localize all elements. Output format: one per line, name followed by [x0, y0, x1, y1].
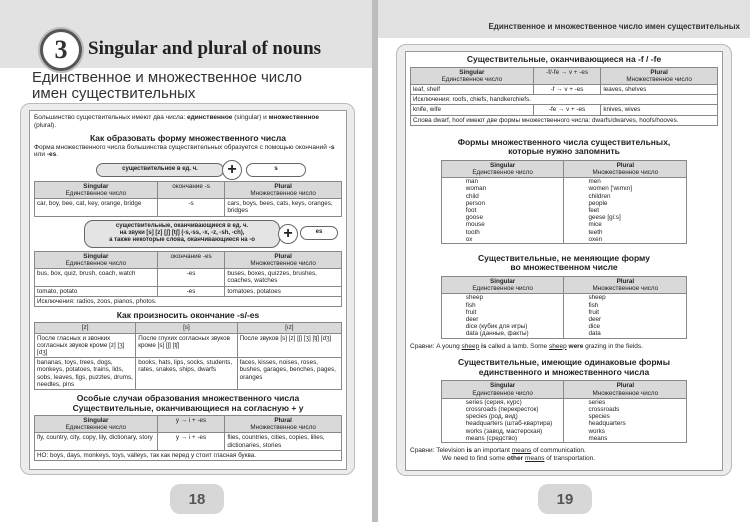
heading-same-1: Существительные, не меняющие форму	[478, 252, 650, 263]
content-inner	[405, 51, 723, 471]
cell-singular: species (род, вид)	[441, 413, 564, 420]
heading-irregular-1: Формы множественного числа существительных,	[457, 136, 671, 147]
table-irregular	[441, 160, 687, 244]
irregular-rows	[441, 178, 686, 244]
chapter-number: 3	[54, 35, 68, 64]
table-row	[441, 229, 686, 236]
th-singular: Singular	[83, 252, 109, 260]
table-row	[441, 323, 686, 330]
page-number-left: 18	[170, 484, 224, 514]
cell-ending: -es	[157, 269, 225, 286]
cell-singular: series (серия, курс)	[441, 398, 564, 406]
table-row	[35, 286, 342, 296]
compare-1-word-2: sheep	[548, 342, 567, 350]
content-panel	[396, 44, 732, 476]
intro-pre: Большинство существительных имеют два числа:	[34, 114, 187, 121]
compare-1-label: Сравни:	[410, 342, 435, 350]
th-s: [s]	[136, 323, 237, 333]
right-page	[378, 0, 750, 522]
cell-singular: tooth	[441, 229, 564, 236]
cell-singular: child	[441, 193, 564, 200]
content-panel	[20, 103, 355, 475]
form-text-pre: Форма множественного числа большинства существительных образуется с помощью окончаний	[34, 143, 329, 151]
cell-plural: oxen	[564, 236, 687, 244]
cell-plural: fish	[564, 302, 687, 309]
table-row	[411, 84, 718, 94]
th-singular: Singular	[490, 382, 516, 390]
table-row	[441, 428, 686, 435]
cell-plural: works	[564, 428, 687, 435]
heading-form: Как образовать форму множественного числа	[90, 133, 286, 144]
cell-plural: mice	[564, 221, 687, 228]
heading-both-1: Существительные, имеющие одинаковые формы	[458, 357, 670, 368]
table-y-ending	[34, 415, 342, 461]
compare-1-verb-2: were	[568, 342, 584, 350]
th-singular: Singular	[490, 161, 516, 169]
cell-plural: geese [gi:s]	[564, 214, 687, 221]
th-singular: Singular	[83, 182, 109, 190]
th-rule: y → i + -es	[157, 416, 225, 433]
compare-1-verb-1: is	[481, 342, 487, 350]
cell-rule: После гласных и звонких согласных звуков кроме [z] [ʒ] [dʒ]	[35, 333, 136, 358]
cell-ending: -es	[157, 286, 225, 296]
heading-f-fe: Существительные, оканчивающиеся на -f / -fe	[466, 54, 662, 64]
th-z: [z]	[35, 323, 136, 333]
cell-singular: sheep	[441, 294, 564, 302]
table-row	[35, 433, 342, 450]
compare-1-c: grazing in the fields.	[583, 342, 643, 350]
cell-singular: deer	[441, 316, 564, 323]
formula-2-line-2: на звуки [s] [z] [ʃ] [tʃ] (-s,-ss, -x, -z, -sh, -ch),	[119, 230, 245, 237]
cell-singular: tomato, potato	[35, 286, 158, 296]
cell-ending: -s	[157, 199, 225, 216]
cell-singular: foot	[441, 207, 564, 214]
cell-plural: crossroads	[564, 406, 687, 413]
formula-2-line-1: существительные, оканчивающиеся в ед. ч.	[115, 223, 249, 230]
table-both	[441, 380, 687, 443]
th-plural-ru: Множественное число	[250, 190, 316, 198]
formula-1-pill: существительное в ед. ч.	[96, 163, 224, 177]
th-singular-ru: Единственное число	[65, 259, 127, 267]
th-rule: -f/-fe → v + -es	[533, 67, 601, 84]
intro-singular: единственное	[187, 114, 233, 121]
content-inner	[29, 110, 347, 470]
table-es-ending	[34, 251, 342, 307]
page-number-right: 19	[538, 484, 592, 514]
cell-plural: sheep	[564, 294, 687, 302]
formula-2-pill	[84, 220, 280, 248]
cell-plural: means	[564, 435, 687, 443]
cell-singular: fly, country, city, copy, lily, dictionary, story	[35, 433, 158, 450]
th-singular-ru: Единственное число	[441, 75, 503, 83]
cell-singular: dice (кубик для игры)	[441, 323, 564, 330]
compare-2-line-2	[410, 455, 718, 463]
chapter-subtitle	[32, 70, 302, 102]
formula-1	[34, 159, 342, 181]
compare-2-l1-b: an important	[472, 447, 512, 454]
cell-singular: knife, wife	[411, 105, 534, 115]
th-plural-ru: Множественное число	[626, 75, 692, 83]
cell-plural: data	[564, 330, 687, 338]
cell-plural: species	[564, 413, 687, 420]
compare-2-line-1	[410, 447, 718, 455]
left-page	[0, 0, 372, 522]
table-row	[441, 207, 686, 214]
form-text-or: или	[34, 151, 47, 159]
table-row	[441, 214, 686, 221]
running-header: Единственное и множественное число имен существительных	[488, 22, 740, 31]
th-plural-ru: Множественное число	[250, 259, 316, 267]
table-row	[441, 221, 686, 228]
th-singular-ru: Единственное число	[472, 168, 533, 176]
cell-plural: knives, wives	[601, 105, 718, 115]
both-rows	[441, 398, 686, 442]
th-plural: Plural	[616, 277, 635, 285]
form-text	[34, 144, 342, 159]
table-row	[35, 358, 342, 390]
compare-2-l2-a: We need to find some	[442, 454, 507, 462]
ending-es: -es	[46, 151, 57, 159]
compare-1-word-1: sheep	[461, 342, 480, 350]
th-ending: окончание -es	[157, 251, 225, 268]
table-row	[35, 296, 342, 306]
cell-note: Слова dwarf, hoof имеют две формы множественного числа: dwarfs/dwarves, hoofs/hooves.	[411, 115, 718, 125]
plus-icon: +	[222, 160, 242, 180]
chapter-title: Singular and plural of nouns	[88, 38, 322, 59]
cell-exceptions: Исключения: roofs, chiefs, handkerchiefs.	[411, 95, 718, 105]
plus-icon: +	[278, 224, 298, 244]
cell-examples: books, hats, lips, socks, students, rates, snakes, ships, dwarfs	[136, 358, 237, 390]
cell-rule: -f → v + -es	[533, 84, 601, 94]
table-row	[441, 398, 686, 406]
cell-plural: fruit	[564, 309, 687, 316]
table-row	[35, 269, 342, 286]
table-row	[35, 333, 342, 358]
table-row	[441, 178, 686, 186]
table-row	[441, 200, 686, 207]
cell-plural: buses, boxes, quizzes, brushes, coaches, watches	[225, 269, 342, 286]
compare-2-l1-word: means	[511, 447, 532, 454]
th-plural: Plural	[274, 252, 292, 260]
formula-2-line-3: а также некоторые слова, оканчивающиеся на -o	[109, 237, 255, 244]
table-row	[411, 95, 718, 105]
cell-plural: flies, countries, cities, copies, lilies, dictionaries, stories	[225, 433, 342, 450]
cell-singular: ox	[441, 236, 564, 244]
formula-2-ending: es	[300, 226, 338, 240]
cell-singular: fruit	[441, 309, 564, 316]
cell-rule: -fe → v + -es	[533, 105, 601, 115]
heading-pronunciation: Как произносить окончание -s/-es	[116, 309, 260, 320]
intro-text	[34, 114, 342, 129]
cell-plural: tomatoes, potatoes	[225, 286, 342, 296]
compare-1	[410, 343, 718, 351]
cell-plural: cars, boys, bees, cats, keys, oranges, bridges	[225, 199, 342, 216]
cell-plural: women ['wımın]	[564, 185, 687, 192]
intro-mid: (singular) и	[232, 114, 269, 121]
cell-plural: series	[564, 398, 687, 406]
th-plural: Plural	[274, 182, 292, 190]
compare-1-a: A young	[434, 342, 462, 350]
cell-singular: mouse	[441, 221, 564, 228]
cell-singular: goose	[441, 214, 564, 221]
intro-post: (plural).	[34, 121, 57, 129]
cell-singular: woman	[441, 185, 564, 192]
th-ending: окончание -s	[157, 181, 225, 198]
cell-examples: bananas, toys, trees, dogs, monkeys, potatoes, trains, lids, sobs, leaves, figs, puzzles, drums, needles, pins	[35, 358, 136, 390]
table-row	[411, 105, 718, 115]
table-pronunciation	[34, 322, 342, 390]
cell-singular: headquarters (штаб-квартира)	[441, 420, 564, 427]
chapter-number-badge	[40, 29, 82, 71]
table-row	[411, 115, 718, 125]
heading-both-2: единственного и множественного числа	[478, 366, 650, 377]
th-singular: Singular	[459, 68, 485, 76]
compare-2-l1-verb: is	[466, 447, 472, 454]
table-f-fe	[410, 67, 718, 126]
compare-2-label: Сравни:	[410, 447, 435, 454]
same-rows	[441, 294, 686, 338]
th-iz: [ız]	[237, 323, 341, 333]
cell-plural: people	[564, 200, 687, 207]
ending-s: -s	[328, 143, 335, 151]
cell-exceptions: Исключения: radios, zoos, pianos, photos.	[35, 296, 342, 306]
compare-2-l2-c: of transportation.	[544, 454, 596, 462]
cell-plural: men	[564, 178, 687, 186]
table-row	[441, 406, 686, 413]
cell-rule: После глухих согласных звуков кроме [s] [ʃ] [tʃ]	[136, 333, 237, 358]
th-plural-ru: Множественное число	[592, 285, 659, 293]
th-singular-ru: Единственное число	[65, 424, 127, 432]
th-plural-ru: Множественное число	[592, 168, 659, 176]
cell-singular: data (данные, факты)	[441, 330, 564, 338]
heading-special-1: Особые случаи образования множественного числа	[76, 393, 300, 404]
table-same	[441, 276, 687, 339]
cell-rule: После звуков [s] [z] [ʃ] [ʒ] [tʃ] [dʒ]	[237, 333, 341, 358]
compare-2-l2-word: means	[524, 454, 545, 462]
cell-plural: feet	[564, 207, 687, 214]
table-row	[441, 294, 686, 302]
table-row	[441, 302, 686, 309]
th-plural-ru: Множественное число	[592, 389, 659, 397]
heading-irregular-2: которые нужно запомнить	[508, 146, 620, 157]
table-row	[441, 236, 686, 244]
cell-examples: faces, kisses, noises, roses, bushes, garages, benches, pages, oranges	[237, 358, 341, 390]
cell-singular: works (завод, мастерская)	[441, 428, 564, 435]
cell-singular: fish	[441, 302, 564, 309]
cell-singular: crossroads (перекресток)	[441, 406, 564, 413]
th-plural: Plural	[650, 68, 668, 76]
table-row	[441, 185, 686, 192]
th-plural-ru: Множественное число	[250, 424, 316, 432]
th-plural: Plural	[616, 382, 635, 390]
cell-singular: man	[441, 178, 564, 186]
running-header-band	[378, 0, 750, 38]
cell-plural: deer	[564, 316, 687, 323]
cell-note: НО: boys, days, monkeys, toys, valleys, так как перед y стоит гласная буква.	[35, 450, 342, 460]
cell-plural: headquarters	[564, 420, 687, 427]
cell-plural: teeth	[564, 229, 687, 236]
table-row	[441, 330, 686, 338]
cell-rule: y → i + -es	[157, 433, 225, 450]
heading-special-2: Существительные, оканчивающиеся на согласную + y	[72, 402, 304, 413]
table-row	[441, 193, 686, 200]
table-row	[35, 450, 342, 460]
cell-plural: dice	[564, 323, 687, 330]
compare-2-l2-bold: other	[506, 454, 524, 462]
compare-2	[410, 447, 718, 463]
subtitle-line-2: имен существительных	[32, 85, 196, 102]
table-row	[35, 199, 342, 216]
th-plural: Plural	[274, 417, 292, 425]
heading-same-2: во множественном числе	[510, 262, 618, 273]
compare-1-b: called a lamb. Some	[486, 342, 549, 350]
table-row	[441, 309, 686, 316]
subtitle-line-1: Единственное и множественное число	[32, 69, 302, 86]
th-singular-ru: Единственное число	[472, 389, 533, 397]
cell-singular: leaf, shelf	[411, 84, 534, 94]
cell-singular: bus, box, quiz, brush, coach, watch	[35, 269, 158, 286]
cell-plural: leaves, shelves	[601, 84, 718, 94]
table-s-ending	[34, 181, 342, 217]
cell-singular: means (средство)	[441, 435, 564, 443]
cell-plural: children	[564, 193, 687, 200]
th-plural: Plural	[616, 161, 635, 169]
formula-1-ending: s	[246, 163, 306, 177]
form-text-end: .	[56, 151, 59, 159]
table-row	[441, 420, 686, 427]
table-row	[441, 435, 686, 443]
formula-2	[34, 217, 342, 251]
th-singular: Singular	[83, 417, 109, 425]
th-singular-ru: Единственное число	[65, 190, 127, 198]
compare-2-l1-a: Television	[436, 447, 467, 454]
compare-2-l1-c: of communication.	[531, 447, 586, 454]
th-singular: Singular	[490, 277, 516, 285]
intro-plural: множественное	[268, 114, 320, 121]
th-singular-ru: Единственное число	[472, 285, 533, 293]
cell-singular: car, boy, bee, cat, key, orange, bridge	[35, 199, 158, 216]
cell-singular: person	[441, 200, 564, 207]
